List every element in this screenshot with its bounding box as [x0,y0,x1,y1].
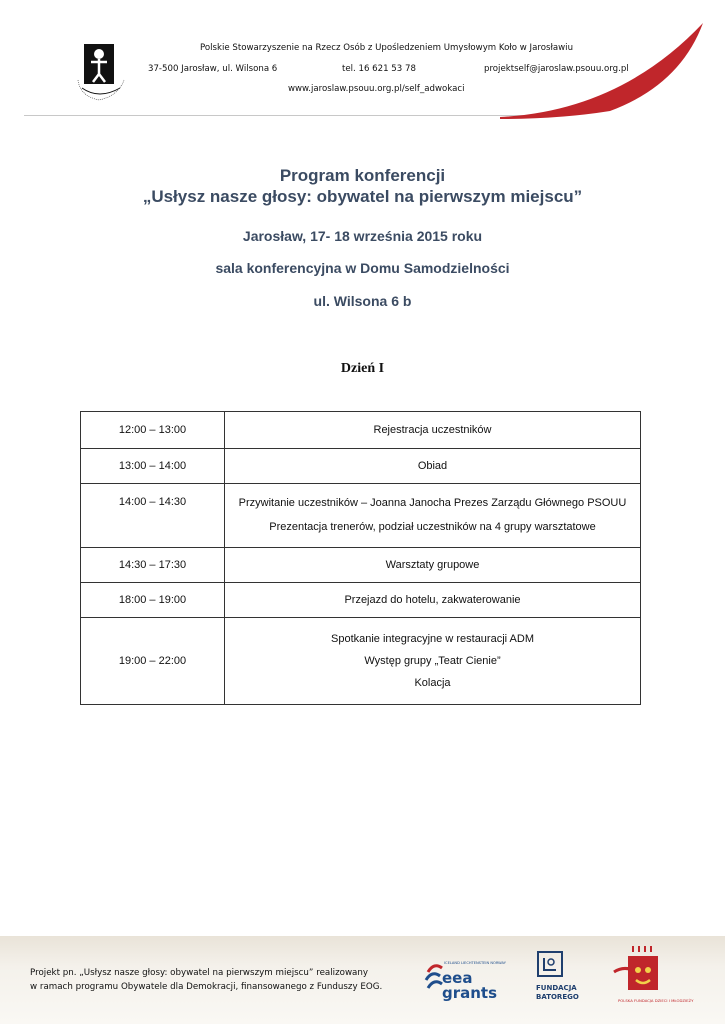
header-divider [24,115,544,116]
organization-logo [74,40,130,104]
activity-line: Spotkanie integracyjne w restauracji ADM [331,633,534,645]
program-title: Program konferencji [279,166,446,185]
batory-line2: BATOREGO [536,993,579,1001]
schedule-table [80,411,641,705]
day-heading: Dzień I [340,361,385,376]
schedule-time: 13:00 – 14:00 [81,449,225,484]
org-name: Polskie Stowarzyszenie na Rzecz Osób z Upośledzeniem Umysłowym Koło w Jarosławiu [200,43,574,53]
activity-line: Prezentacja trenerów, podział uczestników na 4 grupy warsztatowe [269,520,596,533]
schedule-time: 14:30 – 17:30 [81,548,225,583]
schedule-activity [225,548,641,583]
activity-line: Rejestracja uczestników [373,424,492,436]
schedule-activity [225,484,641,548]
conference-street: ul. Wilsona 6 b [313,293,412,309]
project-note-line: w ramach programu Obywatele dla Demokracji, finansowanego z Funduszy EOG. [30,982,383,992]
schedule-row [81,618,641,705]
polish-fund-name: POLSKA FUNDACJA DZIECI I MŁODZIEŻY [618,998,694,1003]
org-website[interactable]: www.jaroslaw.psouu.org.pl/self_adwokaci [288,84,465,94]
page-footer [0,936,725,1024]
schedule-time: 14:00 – 14:30 [81,484,225,548]
project-note [30,966,382,994]
org-email[interactable]: projektself@jaroslaw.psouu.org.pl [484,64,629,74]
activity-line: Występ grupy „Teatr Cienie” [364,655,501,667]
schedule-time: 19:00 – 22:00 [81,618,225,705]
schedule-row [81,583,641,618]
org-phone: tel. 16 621 53 78 [342,64,416,74]
activity-line: Przywitanie uczestników – Joanna Janocha Prezes Zarządu Głównego PSOUU [238,496,627,509]
batory-line1: FUNDACJA [536,984,577,992]
schedule-activity [225,583,641,618]
schedule-time: 12:00 – 13:00 [81,412,225,449]
project-note-line: Projekt pn. „Usłysz nasze głosy: obywatel na pierwszym miejscu” realizowany [30,968,369,978]
eea-grants-logo [420,950,506,1012]
activity-line: Obiad [417,460,448,472]
org-address: 37-500 Jarosław, ul. Wilsona 6 [148,64,278,74]
batory-foundation-logo [530,950,580,1012]
schedule-row [81,449,641,484]
activity-line: Przejazd do hotelu, zakwaterowanie [344,594,521,606]
eea-word: eea [442,969,473,987]
activity-line: Kolacja [414,677,451,689]
polish-children-fund-logo [610,942,694,1016]
grants-word: grants [442,984,498,1002]
schedule-row [81,412,641,449]
schedule-activity [225,412,641,449]
schedule-time: 18:00 – 19:00 [81,583,225,618]
schedule-row [81,548,641,583]
conference-name: „Usłysz nasze głosy: obywatel na pierwszym miejscu” [142,187,583,206]
schedule-activity [225,449,641,484]
header-swoosh-decoration [500,15,710,125]
activity-line: Warsztaty grupowe [385,559,480,571]
conference-date: Jarosław, 17- 18 września 2015 roku [242,228,483,244]
schedule-row [81,484,641,548]
schedule-activity [225,618,641,705]
conference-venue: sala konferencyjna w Domu Samodzielności [215,260,510,276]
eea-countries: ICELAND LIECHTENSTEIN NORWAY [444,961,506,965]
